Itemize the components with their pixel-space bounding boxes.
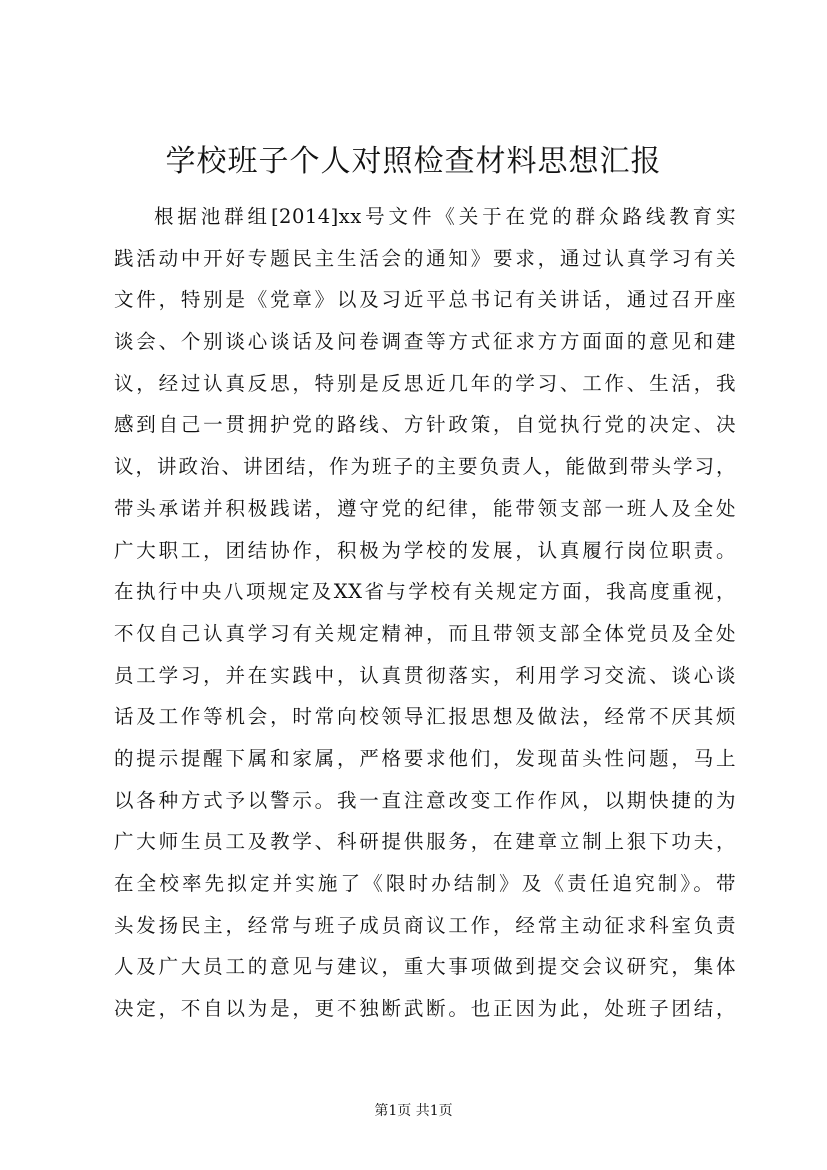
body-line: 以各种方式予以警示。我一直注意改变工作作风，以期快捷的为 — [114, 788, 736, 812]
document-body — [114, 196, 736, 1030]
body-line: 根据池群组[2014]xx号文件《关于在党的群众路线教育实 — [154, 205, 736, 228]
document-title: 学校班子个人对照检查材料思想汇报 — [165, 144, 662, 179]
body-line: 广大师生员工及教学、科研提供服务，在建章立制上狠下功夫， — [114, 830, 736, 854]
body-line: 带头承诺并积极践诺，遵守党的纪律，能带领支部一班人及全处 — [114, 496, 736, 520]
body-line: 谈会、个别谈心谈话及问卷调查等方式征求方方面面的意见和建 — [114, 330, 736, 354]
body-line: 践活动中开好专题民主生活会的通知》要求，通过认真学习有关 — [114, 246, 736, 270]
body-line: 在执行中央八项规定及XX省与学校有关规定方面，我高度重视， — [114, 580, 736, 604]
body-line: 文件，特别是《党章》以及习近平总书记有关讲话，通过召开座 — [114, 288, 736, 312]
body-line: 头发扬民主，经常与班子成员商议工作，经常主动征求科室负责 — [114, 913, 736, 937]
body-line: 的提示提醒下属和家属，严格要求他们，发现苗头性问题，马上 — [114, 746, 736, 770]
body-line: 决定，不自以为是，更不独断武断。也正因为此，处班子团结， — [114, 997, 736, 1021]
body-line: 议，讲政治、讲团结，作为班子的主要负责人，能做到带头学习， — [114, 455, 736, 479]
body-line: 人及广大员工的意见与建议，重大事项做到提交会议研究，集体 — [114, 955, 736, 979]
body-line: 员工学习，并在实践中，认真贯彻落实，利用学习交流、谈心谈 — [114, 663, 736, 687]
body-line: 广大职工，团结协作，积极为学校的发展，认真履行岗位职责。 — [114, 538, 736, 562]
body-line: 感到自己一贯拥护党的路线、方针政策，自觉执行党的决定、决 — [114, 413, 736, 437]
page-footer: 第1页 共1页 — [374, 1103, 453, 1119]
body-line: 在全校率先拟定并实施了《限时办结制》及《责任追究制》。带 — [114, 872, 736, 895]
body-line: 不仅自己认真学习有关规定精神，而且带领支部全体党员及全处 — [114, 621, 736, 645]
body-line: 议，经过认真反思，特别是反思近几年的学习、工作、生活，我 — [114, 371, 736, 395]
body-line: 话及工作等机会，时常向校领导汇报思想及做法，经常不厌其烦 — [114, 705, 736, 729]
